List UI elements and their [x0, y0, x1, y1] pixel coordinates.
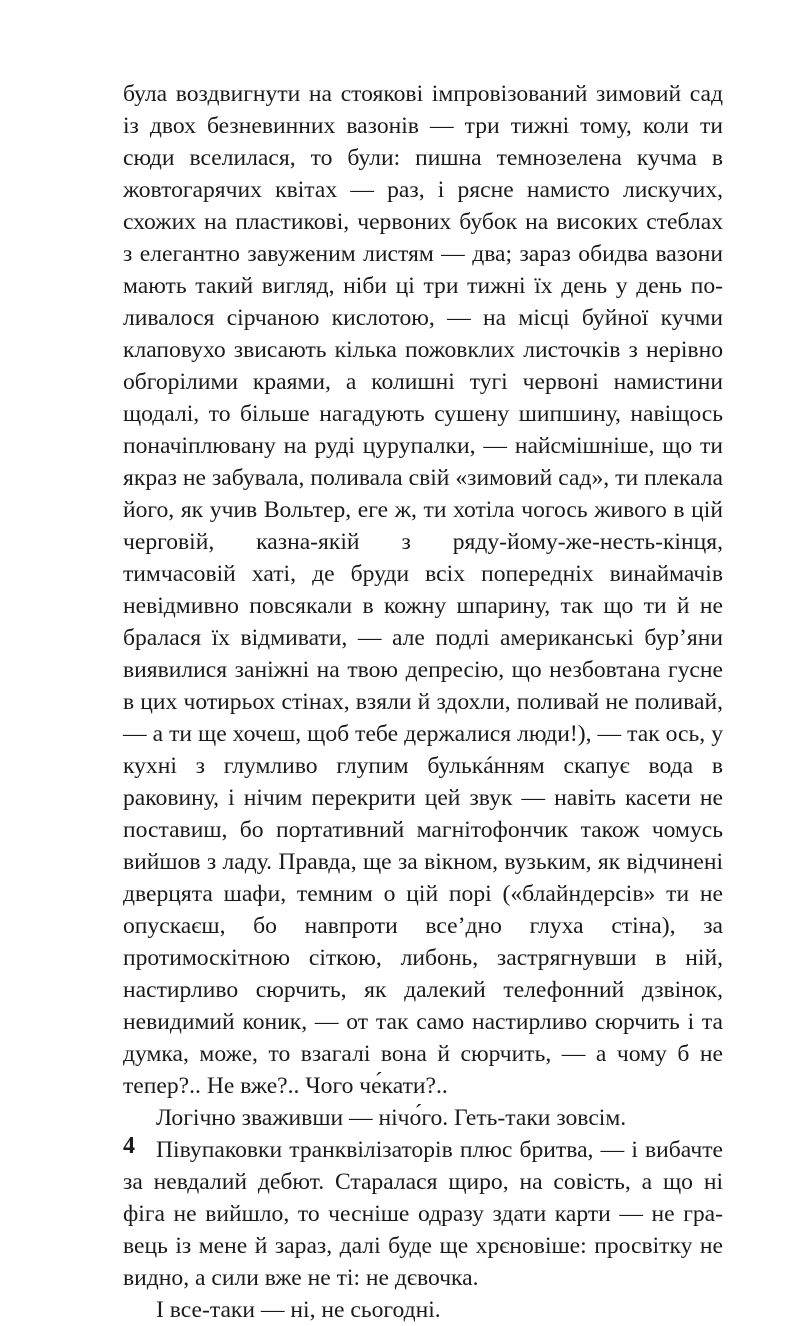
- paragraph-3: Півупаковки транквілізаторів плюс бритва, — і вибачте за невдалий дебют. Старалася щиро, на совість, а що ні фіга не вийшло, то чесніше одразу здати карти — не гравець із мене й зараз, далі буде ще хрєновіше: просвітку не видно, а сили вже не ті: не дєвочка.: [123, 1137, 723, 1291]
- paragraph-4: І все-таки — ні, не сьогодні.: [156, 1297, 441, 1323]
- paragraph-2: Логічно зваживши — нічо́го. Геть-таки зовсім.: [156, 1105, 627, 1131]
- body-text: [123, 78, 723, 1326]
- page-number: 4: [123, 1133, 135, 1159]
- page-body: [123, 78, 723, 1326]
- paragraph-1: була воздвигнути на стоякові імпровізований зимовий сад із двох безневинних вазонів — три тижні тому, коли ти сюди вселилася, то були: пишна темнозелена кучма в жовтогарячих квітах — раз, і рясне намисто лискучих, схожих на пластикові, червоних бубок на високих стеблах з елегантно завуженим листям — два; зараз обидва вазони мають такий вигляд, ніби ці три тижні їх день у день поливалося сірчаною кислотою, — на місці буйної кучми клаповухо звисають кілька пожовклих листочків з нерівно обгорілими краями, а колишні тугі червоні намистини щодалі, то більше нагадують сушену шипшину, навіщось поначіплювану на руді цурупалки, — найсмішніше, що ти якраз не забувала, поливала свій «зимовий сад», ти плекала його, як учив Вольтер, еге ж, ти хотіла чогось живого в цій черговій, казна-якій з ряду-йому-же-несть-кінця, тимчасовій хаті, де бруди всіх попередніх винаймачів невідмивно повсякали в кожну шпарину, так що ти й не бралася їх відмивати, — але подлі американські бур’яни виявилися заніжні на твою депресію, що незбовтана гусне в цих чотирьох стінах, взяли й здохли, поливай не поливай, — а ти ще хочеш, щоб тебе держалися люди!), — так ось, у кухні з глумливо глупим булькáнням скапує вода в раковину, і нічим перекрити цей звук — навіть касети не поставиш, бо портативний магнітофончик також чомусь вийшов з ладу. Правда, ще за вікном, вузьким, як відчинені дверцята шафи, темним о цій порі («блайндерсів» ти не опускаєш, бо навпроти все’дно глуха стіна), за протимоскітною сіткою, либонь, застрягнувши в ній, настирливо сюрчить, як далекий телефонний дзвінок, невидимий коник, — от так само настирливо сюрчить і та думка, може, то взагалі вона й сюрчить, — а чому б не тепер?.. Не вже?.. Чого че́кати?..: [123, 81, 723, 1099]
